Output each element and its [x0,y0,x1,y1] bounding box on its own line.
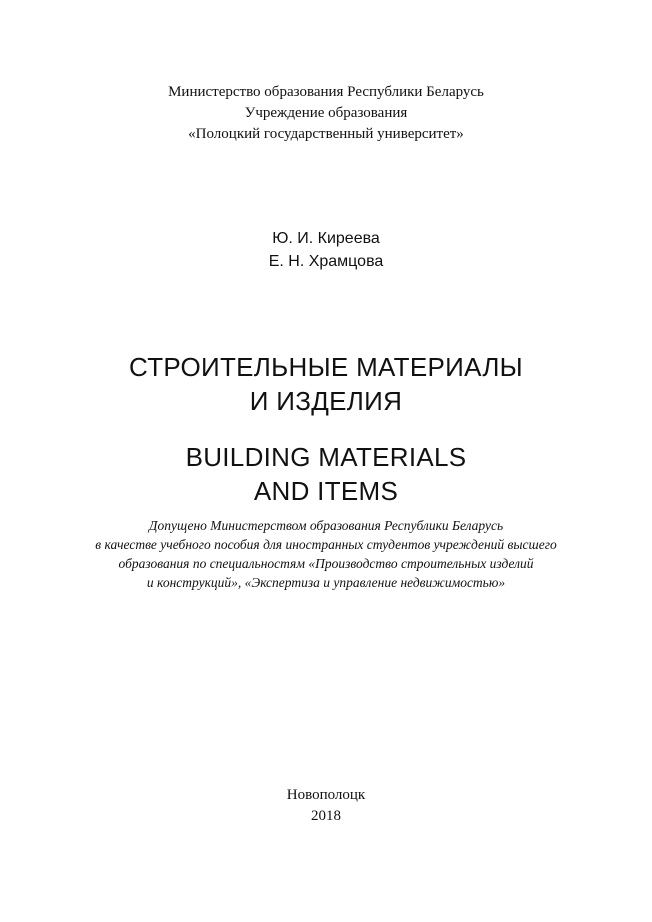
ministry-name: Министерство образования Республики Беларусь [168,84,484,100]
approval-statement [0,516,652,592]
authors [0,227,652,273]
title-en-line: AND ITEMS [253,476,399,506]
publication-city: Новополоцк [286,787,366,803]
title-en-line: BUILDING MATERIALS [185,442,467,472]
institution-type: Учреждение образования [244,105,408,121]
title-ru-line: СТРОИТЕЛЬНЫЕ МАТЕРИАЛЫ [129,352,523,382]
publication-year: 2018 [311,808,341,824]
approval-line: Допущено Министерством образования Республики Беларусь [148,518,504,533]
author-name: Е. Н. Храмцова [268,253,384,270]
author-name: Ю. И. Киреева [272,230,380,247]
book-title-russian [0,350,652,418]
approval-line: и конструкций», «Экспертиза и управление недвижимостью» [146,575,506,590]
approval-line: в качестве учебного пособия для иностранных студентов учреждений высшего [95,537,557,552]
university-name: «Полоцкий государственный университет» [188,126,464,142]
approval-line: образования по специальностям «Производство строительных изделий [118,556,534,571]
title-ru-line: И ИЗДЕЛИЯ [249,386,403,416]
book-title-english [0,440,652,508]
imprint [0,785,652,827]
institution-header [0,82,652,145]
